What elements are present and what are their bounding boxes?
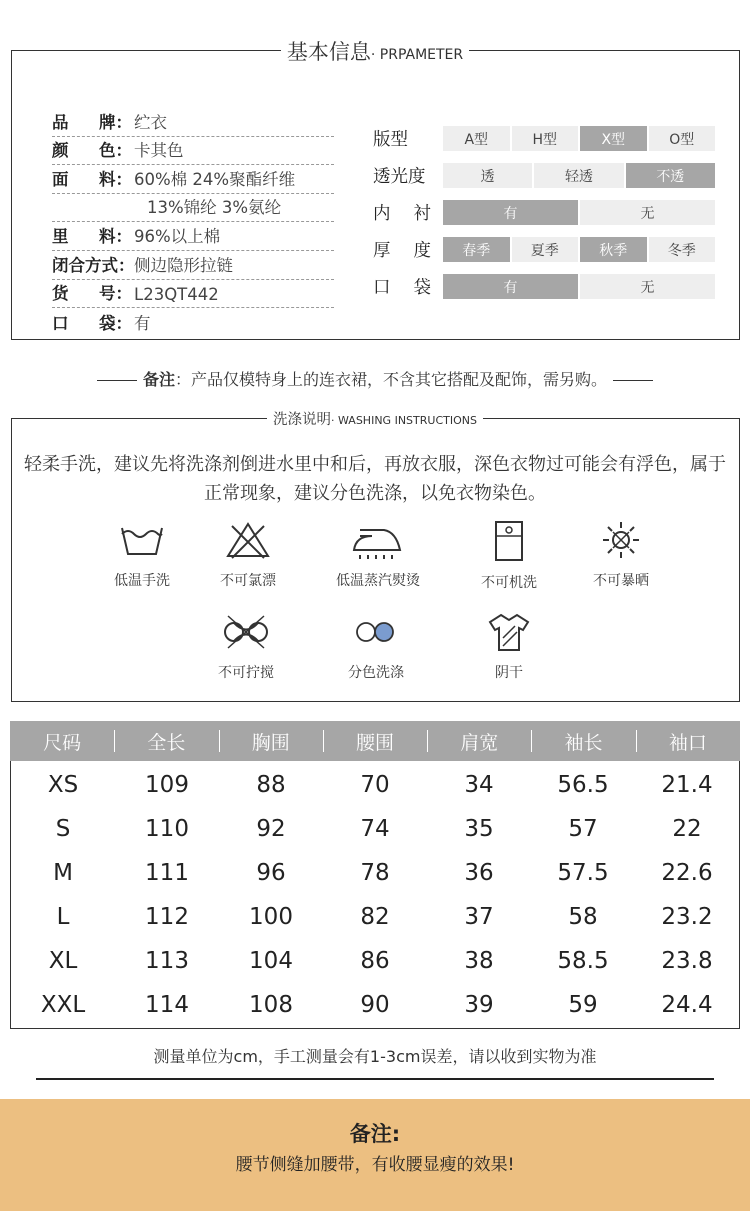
- attr-label: 口 袋: [373, 278, 431, 298]
- table-cell: XXL: [40, 992, 86, 1018]
- attr-option: 夏季: [512, 237, 579, 262]
- table-cell: 74: [360, 816, 390, 842]
- info-row-brand: 品 牌： 纻衣: [52, 108, 334, 137]
- icon-caption: 低温蒸汽熨烫: [336, 573, 420, 589]
- info-value: 13%锦纶 3%氨纶: [147, 198, 282, 218]
- table-cell: 113: [145, 948, 189, 974]
- table-cell: 88: [256, 772, 286, 798]
- table-cell: 110: [145, 816, 189, 842]
- attr-option-selected: X型: [580, 126, 647, 151]
- basic-info-title: [0, 36, 750, 66]
- table-cell: 37: [464, 904, 494, 930]
- header-sleeve-length: 袖长: [531, 728, 635, 755]
- table-cell: XL: [48, 948, 78, 974]
- steam-iron-item: [328, 520, 428, 590]
- attr-option: 无: [580, 274, 715, 299]
- washing-title-en: · WASHING INSTRUCTIONS: [331, 414, 477, 427]
- no-bleach-item: [198, 520, 298, 590]
- washing-title: [0, 408, 750, 429]
- table-cell: 108: [249, 992, 293, 1018]
- info-value: 卡其色: [134, 141, 184, 161]
- hand-wash-item: [92, 520, 192, 590]
- table-cell: 96: [256, 860, 286, 886]
- basic-info-title-en: · PRPAMETER: [370, 47, 464, 63]
- attr-row-pocket: [373, 268, 715, 305]
- table-cell: 114: [145, 992, 189, 1018]
- info-row-item-no: 货 号： L23QT442: [52, 280, 334, 309]
- remark-text: ：产品仅模特身上的连衣裙，不含其它搭配及配饰，需另购。: [175, 370, 608, 389]
- table-cell: 86: [360, 948, 390, 974]
- table-cell: 90: [360, 992, 390, 1018]
- attr-option: H型: [512, 126, 579, 151]
- attr-option: A型: [443, 126, 510, 151]
- banner-text: 腰节侧缝加腰带，有收腰显瘦的效果!: [235, 1155, 515, 1175]
- table-cell: 58: [568, 904, 598, 930]
- remark-label: 备注: [142, 370, 175, 389]
- table-cell: 24.4: [661, 992, 713, 1018]
- info-row-fabric: 面 料： 60%棉 24%聚酯纤维: [52, 165, 334, 194]
- table-cell: 111: [145, 860, 189, 886]
- header-cuff: 袖口: [636, 728, 740, 755]
- attr-label: 版型: [373, 130, 408, 150]
- icon-caption: 不可拧搅: [218, 665, 274, 681]
- attr-row-thickness: [373, 231, 715, 268]
- info-value: L23QT442: [134, 285, 219, 305]
- table-cell: 39: [464, 992, 494, 1018]
- info-value: 有: [134, 313, 151, 333]
- attr-option-selected: 有: [443, 274, 578, 299]
- info-list: [52, 108, 334, 337]
- table-cell: S: [55, 816, 71, 842]
- attr-option: O型: [649, 126, 716, 151]
- header-length: 全长: [114, 728, 218, 755]
- info-value: 96%以上棉: [134, 226, 221, 246]
- attr-option-selected: 秋季: [580, 237, 647, 262]
- no-wring-item: [196, 612, 296, 682]
- table-cell: L: [56, 904, 70, 930]
- icon-caption: 低温手洗: [114, 573, 170, 589]
- wash-separately-item: [326, 612, 426, 682]
- table-cell: 70: [360, 772, 390, 798]
- attr-option: 透: [443, 163, 532, 188]
- icon-caption: 分色洗涤: [348, 665, 404, 681]
- attr-option-selected: 有: [443, 200, 578, 225]
- table-cell: 104: [249, 948, 293, 974]
- info-row-lining: 里 料： 96%以上棉: [52, 222, 334, 251]
- table-cell: 38: [464, 948, 494, 974]
- attr-option-selected: 不透: [626, 163, 715, 188]
- info-row-closure: 闭合方式： 侧边隐形拉链: [52, 251, 334, 280]
- table-cell: 22: [672, 816, 702, 842]
- info-row-fabric-cont: [52, 194, 334, 223]
- remark-banner: [0, 1099, 750, 1211]
- table-cell: 109: [145, 772, 189, 798]
- icon-caption: 阴干: [495, 665, 523, 681]
- info-value: 侧边隐形拉链: [134, 255, 233, 275]
- table-cell: 57: [568, 816, 598, 842]
- table-cell: 112: [145, 904, 189, 930]
- table-row: [11, 983, 739, 1027]
- shade-dry-icon: [487, 612, 531, 652]
- attr-label: 厚 度: [373, 241, 431, 261]
- table-cell: 100: [249, 904, 293, 930]
- table-cell: 23.2: [661, 904, 713, 930]
- attr-option: 冬季: [649, 237, 716, 262]
- icon-caption: 不可暴晒: [593, 573, 649, 589]
- no-sun-dry-icon: [599, 520, 643, 560]
- attr-option: 无: [580, 200, 715, 225]
- info-row-color: 颜 色： 卡其色: [52, 137, 334, 166]
- table-row: [11, 939, 739, 983]
- basic-info-title-zh: 基本信息: [286, 40, 371, 64]
- hand-wash-low-temp-icon: [118, 520, 166, 560]
- header-shoulder: 肩宽: [427, 728, 531, 755]
- no-sun-dry-item: [571, 520, 671, 590]
- table-cell: M: [53, 860, 73, 886]
- size-table-header: [10, 721, 740, 761]
- table-cell: 56.5: [557, 772, 609, 798]
- divider: [613, 380, 653, 381]
- table-cell: 92: [256, 816, 286, 842]
- header-waist: 腰围: [323, 728, 427, 755]
- attr-option: 轻透: [534, 163, 623, 188]
- attr-option-selected: 春季: [443, 237, 510, 262]
- table-row: [11, 895, 739, 939]
- no-bleach-icon: [224, 520, 272, 560]
- info-value: 60%棉 24%聚酯纤维: [134, 169, 296, 189]
- attr-row-fit: [373, 120, 715, 157]
- table-cell: 58.5: [557, 948, 609, 974]
- size-table-body: [10, 761, 740, 1029]
- table-cell: 21.4: [661, 772, 713, 798]
- table-cell: 78: [360, 860, 390, 886]
- attribute-table: [373, 120, 715, 305]
- table-cell: 22.6: [661, 860, 713, 886]
- measurement-note: 测量单位为cm，手工测量会有1-3cm误差，请以收到实物为准: [153, 1047, 597, 1066]
- attr-row-opacity: [373, 157, 715, 194]
- table-cell: 57.5: [557, 860, 609, 886]
- header-size: 尺码: [43, 731, 82, 754]
- table-cell: 82: [360, 904, 390, 930]
- washing-description: 轻柔手洗，建议先将洗涤剂倒进水里中和后，再放衣服，深色衣物过可能会有浮色，属于正常现象，建议分色洗涤，以免衣物染色。: [24, 454, 726, 504]
- attr-label: 透光度: [373, 167, 426, 187]
- table-cell: XS: [47, 772, 79, 798]
- shade-dry-item: [459, 612, 559, 682]
- info-value: 纻衣: [134, 112, 167, 132]
- table-cell: 59: [568, 992, 598, 1018]
- table-row: [11, 851, 739, 895]
- info-row-pocket: 口 袋： 有: [52, 308, 334, 337]
- no-wring-icon: [220, 612, 272, 652]
- low-temp-steam-iron-icon: [350, 520, 406, 560]
- wash-separately-icon: [352, 612, 400, 652]
- icon-caption: 不可氯漂: [220, 573, 276, 589]
- divider: [97, 380, 137, 381]
- table-cell: 34: [464, 772, 494, 798]
- attr-row-lining: [373, 194, 715, 231]
- banner-title: 备注:: [349, 1122, 401, 1146]
- table-cell: 23.8: [661, 948, 713, 974]
- icon-caption: 不可机洗: [481, 575, 537, 591]
- table-row: [11, 763, 739, 807]
- washing-title-zh: 洗涤说明: [273, 412, 332, 428]
- table-cell: 35: [464, 816, 494, 842]
- remark-line: [0, 367, 750, 390]
- no-machine-wash-item: [459, 520, 559, 592]
- no-machine-wash-icon: [489, 520, 529, 562]
- header-bust: 胸围: [219, 728, 323, 755]
- table-row: [11, 807, 739, 851]
- table-cell: 36: [464, 860, 494, 886]
- attr-label: 内 衬: [373, 204, 431, 224]
- divider: [36, 1078, 714, 1080]
